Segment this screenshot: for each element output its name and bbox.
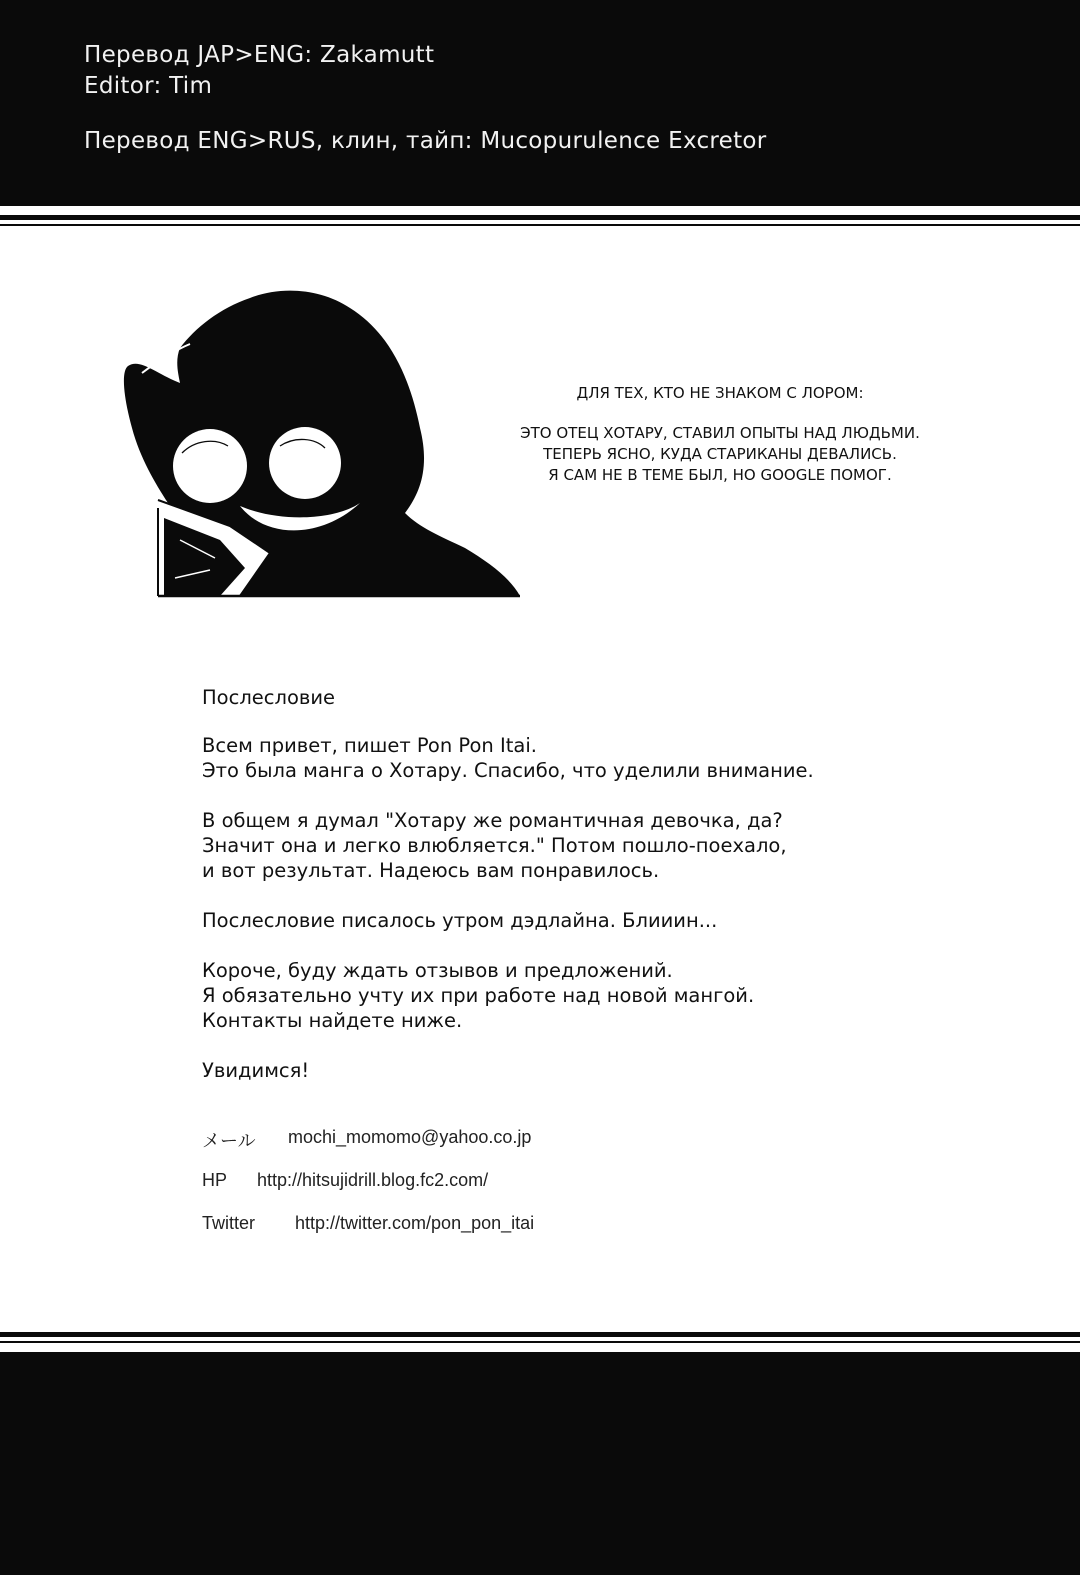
afterword-line: и вот результат. Надеюсь вам понравилось. — [202, 859, 660, 882]
credits-block — [84, 40, 767, 157]
afterword-paragraph — [202, 1058, 922, 1083]
lore-heading: ДЛЯ ТЕХ, КТО НЕ ЗНАКОМ С ЛОРОМ: — [576, 384, 864, 402]
credit-editor: Editor: Tim — [84, 73, 213, 99]
afterword-line: Контакты найдете ниже. — [202, 1009, 463, 1032]
afterword-line: Это была манга о Хотару. Спасибо, что уделили внимание. — [202, 759, 814, 782]
afterword-title: Послесловие — [202, 686, 336, 709]
afterword-line: Всем привет, пишет Pon Pon Itai. — [202, 734, 537, 757]
afterword-sign-off: Увидимся! — [202, 1059, 310, 1082]
mail-address[interactable]: mochi_momomo@yahoo.co.jp — [288, 1127, 532, 1147]
bottom-black-band — [0, 1352, 1080, 1575]
top-credits-band — [0, 0, 1080, 206]
afterword-line: Значит она и легко влюбляется." Потом пошло-поехало, — [202, 834, 787, 857]
bottom-divider-thin — [0, 1341, 1080, 1343]
afterword-line: Я обязательно учту их при работе над новой мангой. — [202, 984, 755, 1007]
mail-label: メール — [202, 1131, 256, 1151]
credit-jap-eng: Перевод JAP>ENG: Zakamutt — [84, 42, 435, 68]
lore-note — [470, 383, 970, 486]
lore-line: Я САМ НЕ В ТЕМЕ БЫЛ, НО GOOGLE ПОМОГ. — [548, 466, 892, 484]
afterword-paragraph — [202, 733, 922, 783]
afterword-line: Послесловие писалось утром дэдлайна. Блииин... — [202, 909, 718, 932]
top-divider-thick — [0, 215, 1080, 220]
lore-line: ТЕПЕРЬ ЯСНО, КУДА СТАРИКАНЫ ДЕВАЛИСЬ. — [543, 445, 897, 463]
top-divider-thin — [0, 224, 1080, 226]
hp-link[interactable]: http://hitsujidrill.blog.fc2.com/ — [257, 1170, 489, 1190]
bottom-divider-thick — [0, 1332, 1080, 1337]
twitter-link[interactable]: http://twitter.com/pon_pon_itai — [295, 1213, 535, 1233]
afterword-line: В общем я думал "Хотару же романтичная девочка, да? — [202, 809, 783, 832]
afterword-paragraph — [202, 808, 922, 883]
afterword-section — [202, 685, 922, 1108]
credit-eng-rus: Перевод ENG>RUS, клин, тайп: Mucopurulence Excretor — [84, 128, 767, 154]
twitter-label: Twitter — [202, 1213, 256, 1233]
afterword-paragraph — [202, 908, 922, 933]
character-portrait-illustration — [120, 278, 530, 608]
lore-line: ЭТО ОТЕЦ ХОТАРУ, СТАВИЛ ОПЫТЫ НАД ЛЮДЬМИ. — [520, 424, 920, 442]
afterword-line: Короче, буду ждать отзывов и предложений. — [202, 959, 673, 982]
hp-label: HP — [202, 1170, 228, 1190]
afterword-paragraph — [202, 958, 922, 1033]
